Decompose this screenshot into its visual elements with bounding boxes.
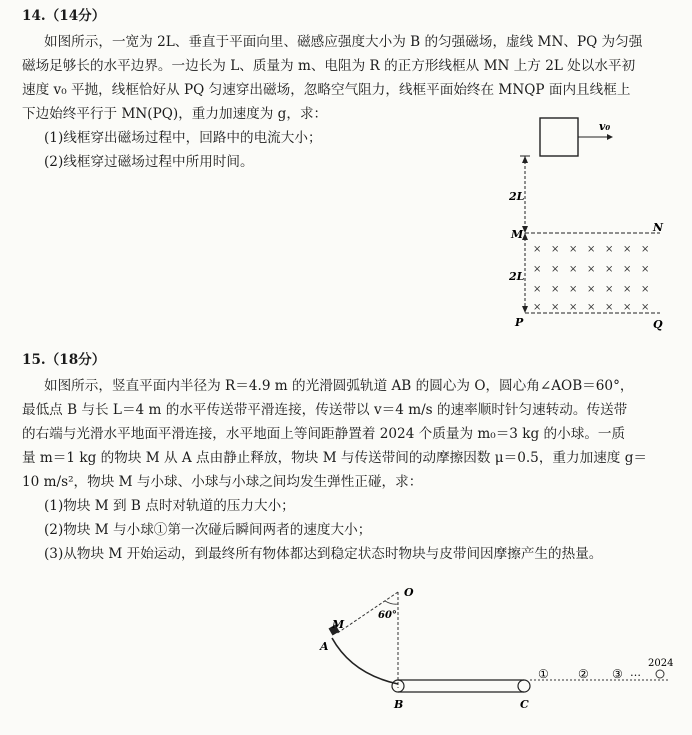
q14-text-line: 下边始终平行于 MN(PQ)，重力加速度为 g，求：: [22, 106, 328, 122]
magnetic-field-crosses: [533, 244, 649, 313]
svg-text:×: ×: [605, 284, 614, 295]
svg-text:A: A: [320, 640, 329, 653]
q15-figure: [300, 582, 690, 734]
square-frame: [540, 118, 578, 156]
svg-text:×: ×: [623, 264, 632, 275]
q15-header: 15.（18分）: [22, 352, 106, 368]
svg-text:P: P: [515, 316, 524, 329]
svg-text:×: ×: [533, 264, 542, 275]
svg-text:×: ×: [587, 244, 596, 255]
svg-text:×: ×: [605, 264, 614, 275]
q14-text-line: 如图所示，一宽为 2L、垂直于平面向里、磁感应强度大小为 B 的匀强磁场，虚线 MN、PQ 为匀强: [44, 34, 643, 50]
q14-subquestion: (2)线框穿过磁场过程中所用时间。: [44, 154, 254, 170]
svg-text:×: ×: [623, 284, 632, 295]
svg-text:M: M: [511, 228, 524, 241]
svg-text:×: ×: [551, 284, 560, 295]
svg-text:×: ×: [533, 284, 542, 295]
v0-label: v₀: [599, 120, 611, 133]
2L-bottom-label: 2L: [509, 270, 525, 283]
q15-text-line: 最低点 B 与长 L＝4 m 的水平传送带平滑连接，传送带以 v＝4 m/s 的速率顺时针匀速转动。传送带: [22, 402, 628, 418]
svg-text:×: ×: [551, 244, 560, 255]
svg-text:M: M: [332, 618, 345, 631]
svg-text:×: ×: [569, 264, 578, 275]
q14-subquestion: (1)线框穿出磁场过程中，回路中的电流大小；: [44, 130, 322, 146]
svg-text:×: ×: [587, 302, 596, 313]
svg-text:×: ×: [641, 302, 650, 313]
svg-text:B: B: [394, 698, 404, 711]
q14-header: 14.（14分）: [22, 8, 106, 24]
svg-text:×: ×: [551, 302, 560, 313]
q15-subquestion: (3)从物块 M 开始运动，到最终所有物体都达到稳定状态时物块与皮带间因摩擦产生的热量。: [44, 546, 603, 562]
svg-text:×: ×: [551, 264, 560, 275]
svg-text:×: ×: [605, 302, 614, 313]
q15-text-line: 量 m＝1 kg 的物块 M 从 A 点由静止释放，物块 M 与传送带间的动摩擦因数 μ＝0.5，重力加速度 g＝: [22, 450, 648, 466]
svg-text:×: ×: [641, 264, 650, 275]
svg-text:×: ×: [641, 284, 650, 295]
svg-text:×: ×: [587, 284, 596, 295]
q15-text-line: 10 m/s²，物块 M 与小球、小球与小球之间均发生弹性正碰，求：: [22, 474, 423, 490]
q15-subquestion: (2)物块 M 与小球①第一次碰后瞬间两者的速度大小；: [44, 522, 372, 538]
q15-text-line: 的右端与光滑水平地面平滑连接，水平地面上等间距静置着 2024 个质量为 m₀＝3 kg 的小球。一质: [22, 426, 626, 442]
svg-text:×: ×: [641, 244, 650, 255]
ball-3: ③: [612, 667, 623, 681]
svg-text:×: ×: [587, 264, 596, 275]
svg-text:×: ×: [623, 302, 632, 313]
svg-text:×: ×: [623, 244, 632, 255]
q14-text-line: 速度 v₀ 平抛，线框恰好从 PQ 匀速穿出磁场，忽略空气阻力，线框平面始终在 MNQP 面内且线框上: [22, 82, 631, 98]
svg-text:60°: 60°: [378, 610, 397, 621]
svg-text:×: ×: [569, 302, 578, 313]
ball-1: ①: [538, 667, 549, 681]
svg-text:O: O: [404, 586, 414, 599]
question-15: [22, 350, 682, 590]
svg-text:N: N: [653, 221, 664, 234]
svg-text:×: ×: [569, 284, 578, 295]
2L-top-label: 2L: [509, 190, 525, 203]
svg-text:Q: Q: [653, 318, 663, 331]
conveyor-belt: [392, 680, 530, 692]
ball-2: ②: [578, 667, 589, 681]
q15-subquestion: (1)物块 M 到 B 点时对轨道的压力大小；: [44, 498, 295, 514]
arc-track: [332, 638, 398, 684]
svg-text:…: …: [630, 666, 641, 679]
ball-2024: 2024: [648, 658, 674, 669]
q14-text-line: 磁场足够长的水平边界。一边长为 L、质量为 m、电阻为 R 的正方形线框从 MN 上方 2L 处以水平初: [22, 58, 636, 74]
svg-text:C: C: [520, 698, 529, 711]
svg-text:×: ×: [533, 302, 542, 313]
svg-text:×: ×: [533, 244, 542, 255]
q15-text-line: 如图所示，竖直平面内半径为 R＝4.9 m 的光滑圆弧轨道 AB 的圆心为 O，圆心角∠AOB＝60°，: [44, 378, 634, 394]
svg-text:×: ×: [569, 244, 578, 255]
q14-figure: [495, 110, 685, 340]
svg-text:×: ×: [605, 244, 614, 255]
